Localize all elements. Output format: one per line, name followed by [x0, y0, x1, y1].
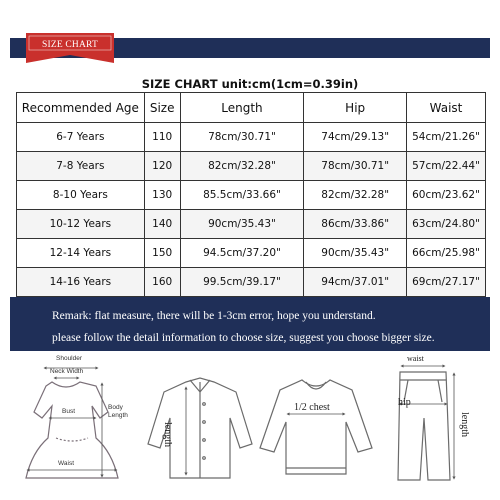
label-bust: Bust — [62, 408, 76, 415]
table-row — [17, 181, 486, 210]
cell-length: 99.5cm/39.17" — [180, 268, 304, 297]
cell-waist: 57cm/22.44" — [407, 152, 486, 181]
measurement-diagrams — [0, 352, 500, 500]
pants-diagram — [398, 372, 450, 480]
header-waist: Waist — [407, 93, 486, 123]
cell-length: 82cm/32.28" — [180, 152, 304, 181]
cell-length: 85.5cm/33.66" — [180, 181, 304, 210]
table-row — [17, 123, 486, 152]
header-length: Length — [180, 93, 304, 123]
cell-hip: 82cm/32.28" — [304, 181, 407, 210]
cell-size: 160 — [144, 268, 180, 297]
table-row — [17, 268, 486, 297]
ribbon-label: SIZE CHART — [41, 40, 99, 50]
header-recommended-age: Recommended Age — [17, 93, 145, 123]
header-size: Size — [144, 93, 180, 123]
label-pants-length: length — [459, 412, 470, 437]
cell-size: 130 — [144, 181, 180, 210]
table-row — [17, 152, 486, 181]
cell-waist: 54cm/21.26" — [407, 123, 486, 152]
cell-age: 14-16 Years — [17, 268, 145, 297]
label-pants-hip: hip — [398, 397, 411, 408]
label-neck-width: Neck Width — [50, 368, 84, 375]
remark-line-2: please follow the detail information to choose size, suggest you choose bigger size. — [52, 332, 435, 344]
sweater-diagram — [260, 380, 372, 474]
table-row — [17, 239, 486, 268]
size-chart-ribbon — [26, 33, 114, 71]
cell-age: 7-8 Years — [17, 152, 145, 181]
cell-hip: 94cm/37.01" — [304, 268, 407, 297]
cell-waist: 69cm/27.17" — [407, 268, 486, 297]
cell-hip: 86cm/33.86" — [304, 210, 407, 239]
label-waist: Waist — [58, 460, 75, 467]
cell-size: 120 — [144, 152, 180, 181]
size-table — [16, 92, 486, 297]
chart-title: SIZE CHART unit:cm(1cm=0.39in) — [141, 77, 359, 91]
cell-hip: 78cm/30.71" — [304, 152, 407, 181]
cell-waist: 63cm/24.80" — [407, 210, 486, 239]
remark-line-1: Remark: flat measure, there will be 1-3cm error, hope you understand. — [52, 310, 376, 322]
table-row — [17, 210, 486, 239]
cell-length: 94.5cm/37.20" — [180, 239, 304, 268]
cell-size: 150 — [144, 239, 180, 268]
cell-waist: 66cm/25.98" — [407, 239, 486, 268]
cell-age: 12-14 Years — [17, 239, 145, 268]
cell-length: 90cm/35.43" — [180, 210, 304, 239]
cell-hip: 74cm/29.13" — [304, 123, 407, 152]
header-hip: Hip — [304, 93, 407, 123]
label-half-chest: 1/2 chest — [294, 402, 330, 413]
label-shoulder: Shoulder — [56, 355, 83, 362]
cell-size: 140 — [144, 210, 180, 239]
label-pants-waist: waist — [407, 354, 424, 363]
cell-waist: 60cm/23.62" — [407, 181, 486, 210]
cell-age: 10-12 Years — [17, 210, 145, 239]
label-body-length: Body Length — [108, 404, 128, 419]
table-header-row — [17, 93, 486, 123]
cell-length: 78cm/30.71" — [180, 123, 304, 152]
label-shirt-length: length — [162, 422, 173, 447]
cell-size: 110 — [144, 123, 180, 152]
cell-age: 6-7 Years — [17, 123, 145, 152]
cell-age: 8-10 Years — [17, 181, 145, 210]
cell-hip: 90cm/35.43" — [304, 239, 407, 268]
